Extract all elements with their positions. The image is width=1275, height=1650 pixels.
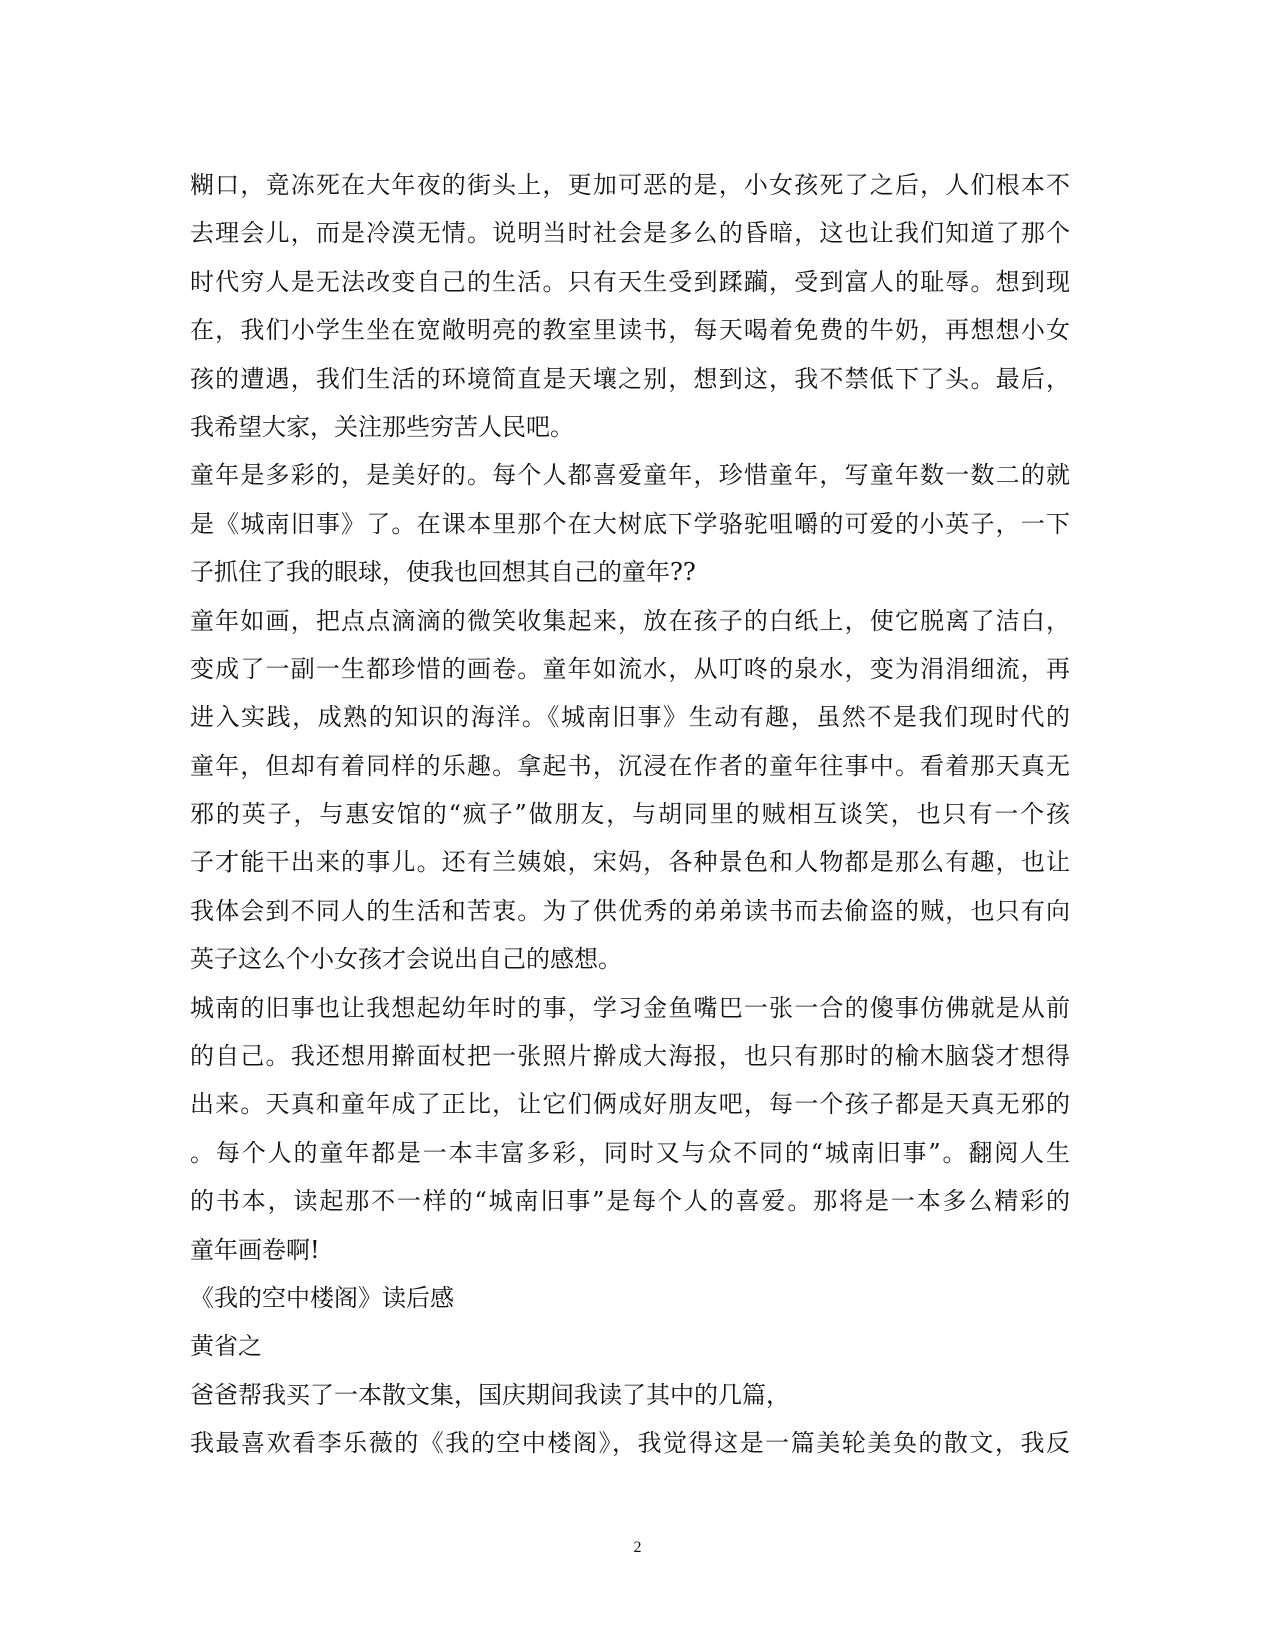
- text-line: 的书本，读起那不一样的“城南旧事”是每个人的喜爱。那将是一本多么精彩的: [190, 1187, 1070, 1216]
- text-line: 童年，但却有着同样的乐趣。拿起书，沉浸在作者的童年往事中。看着那天真无: [190, 751, 1070, 780]
- text-line: 童年是多彩的，是美好的。每个人都喜爱童年，珍惜童年，写童年数一数二的就: [190, 461, 1070, 490]
- text-line: 的自己。我还想用擀面杖把一张照片擀成大海报，也只有那时的榆木脑袋才想得: [190, 1042, 1070, 1071]
- text-line: 英子这么个小女孩才会说出自己的感想。: [190, 945, 622, 974]
- text-line: 。每个人的童年都是一本丰富多彩，同时又与众不同的“城南旧事”。翻阅人生: [190, 1138, 1070, 1167]
- text-line: 进入实践，成熟的知识的海洋。《城南旧事》生动有趣，虽然不是我们现时代的: [190, 703, 1070, 732]
- text-line: 子才能干出来的事儿。还有兰姨娘，宋妈，各种景色和人物都是那么有趣，也让: [190, 848, 1070, 877]
- text-line: 糊口，竟冻死在大年夜的街头上，更加可恶的是，小女孩死了之后，人们根本不: [190, 171, 1070, 199]
- text-line: 城南的旧事也让我想起幼年时的事，学习金鱼嘴巴一张一合的傻事仿佛就是从前: [190, 993, 1070, 1022]
- text-line: 我最喜欢看李乐薇的《我的空中楼阁》，我觉得这是一篇美轮美奂的散文，我反: [190, 1429, 1070, 1458]
- text-line: 我体会到不同人的生活和苦衷。为了供优秀的弟弟读书而去偷盗的贼，也只有向: [190, 896, 1070, 925]
- text-line: 变成了一副一生都珍惜的画卷。童年如流水，从叮咚的泉水，变为涓涓细流，再: [190, 654, 1070, 683]
- text-line: 出来。天真和童年成了正比，让它们俩成好朋友吧，每一个孩子都是天真无邪的: [190, 1090, 1070, 1119]
- text-line: 童年如画，把点点滴滴的微笑收集起来，放在孩子的白纸上，使它脱离了洁白，: [190, 606, 1070, 635]
- text-line: 童年画卷啊!: [190, 1235, 320, 1264]
- text-line: 邪的英子，与惠安馆的“疯子”做朋友，与胡同里的贼相互谈笑，也只有一个孩: [190, 800, 1070, 829]
- text-line: 我希望大家，关注那些穷苦人民吧。: [190, 412, 574, 441]
- text-line: 爸爸帮我买了一本散文集，国庆期间我读了其中的几篇，: [190, 1380, 790, 1409]
- text-line: 在，我们小学生坐在宽敞明亮的教室里读书，每天喝着免费的牛奶，再想想小女: [190, 316, 1070, 345]
- document-body: [190, 161, 1070, 1468]
- text-line: 《我的空中楼阁》读后感: [190, 1283, 454, 1312]
- page-number: 2: [633, 1539, 642, 1556]
- text-line: 孩的遭遇，我们生活的环境简直是天壤之别，想到这，我不禁低下了头。最后，: [190, 364, 1070, 393]
- text-line: 黄省之: [190, 1332, 262, 1361]
- text-line: 去理会儿，而是冷漠无情。说明当时社会是多么的昏暗，这也让我们知道了那个: [190, 219, 1070, 248]
- text-line: 子抓住了我的眼球，使我也回想其自己的童年??: [190, 558, 696, 587]
- text-line: 时代穷人是无法改变自己的生活。只有天生受到蹂躏，受到富人的耻辱。想到现: [190, 267, 1070, 296]
- text-line: 是《城南旧事》了。在课本里那个在大树底下学骆驼咀嚼的可爱的小英子，一下: [190, 509, 1070, 538]
